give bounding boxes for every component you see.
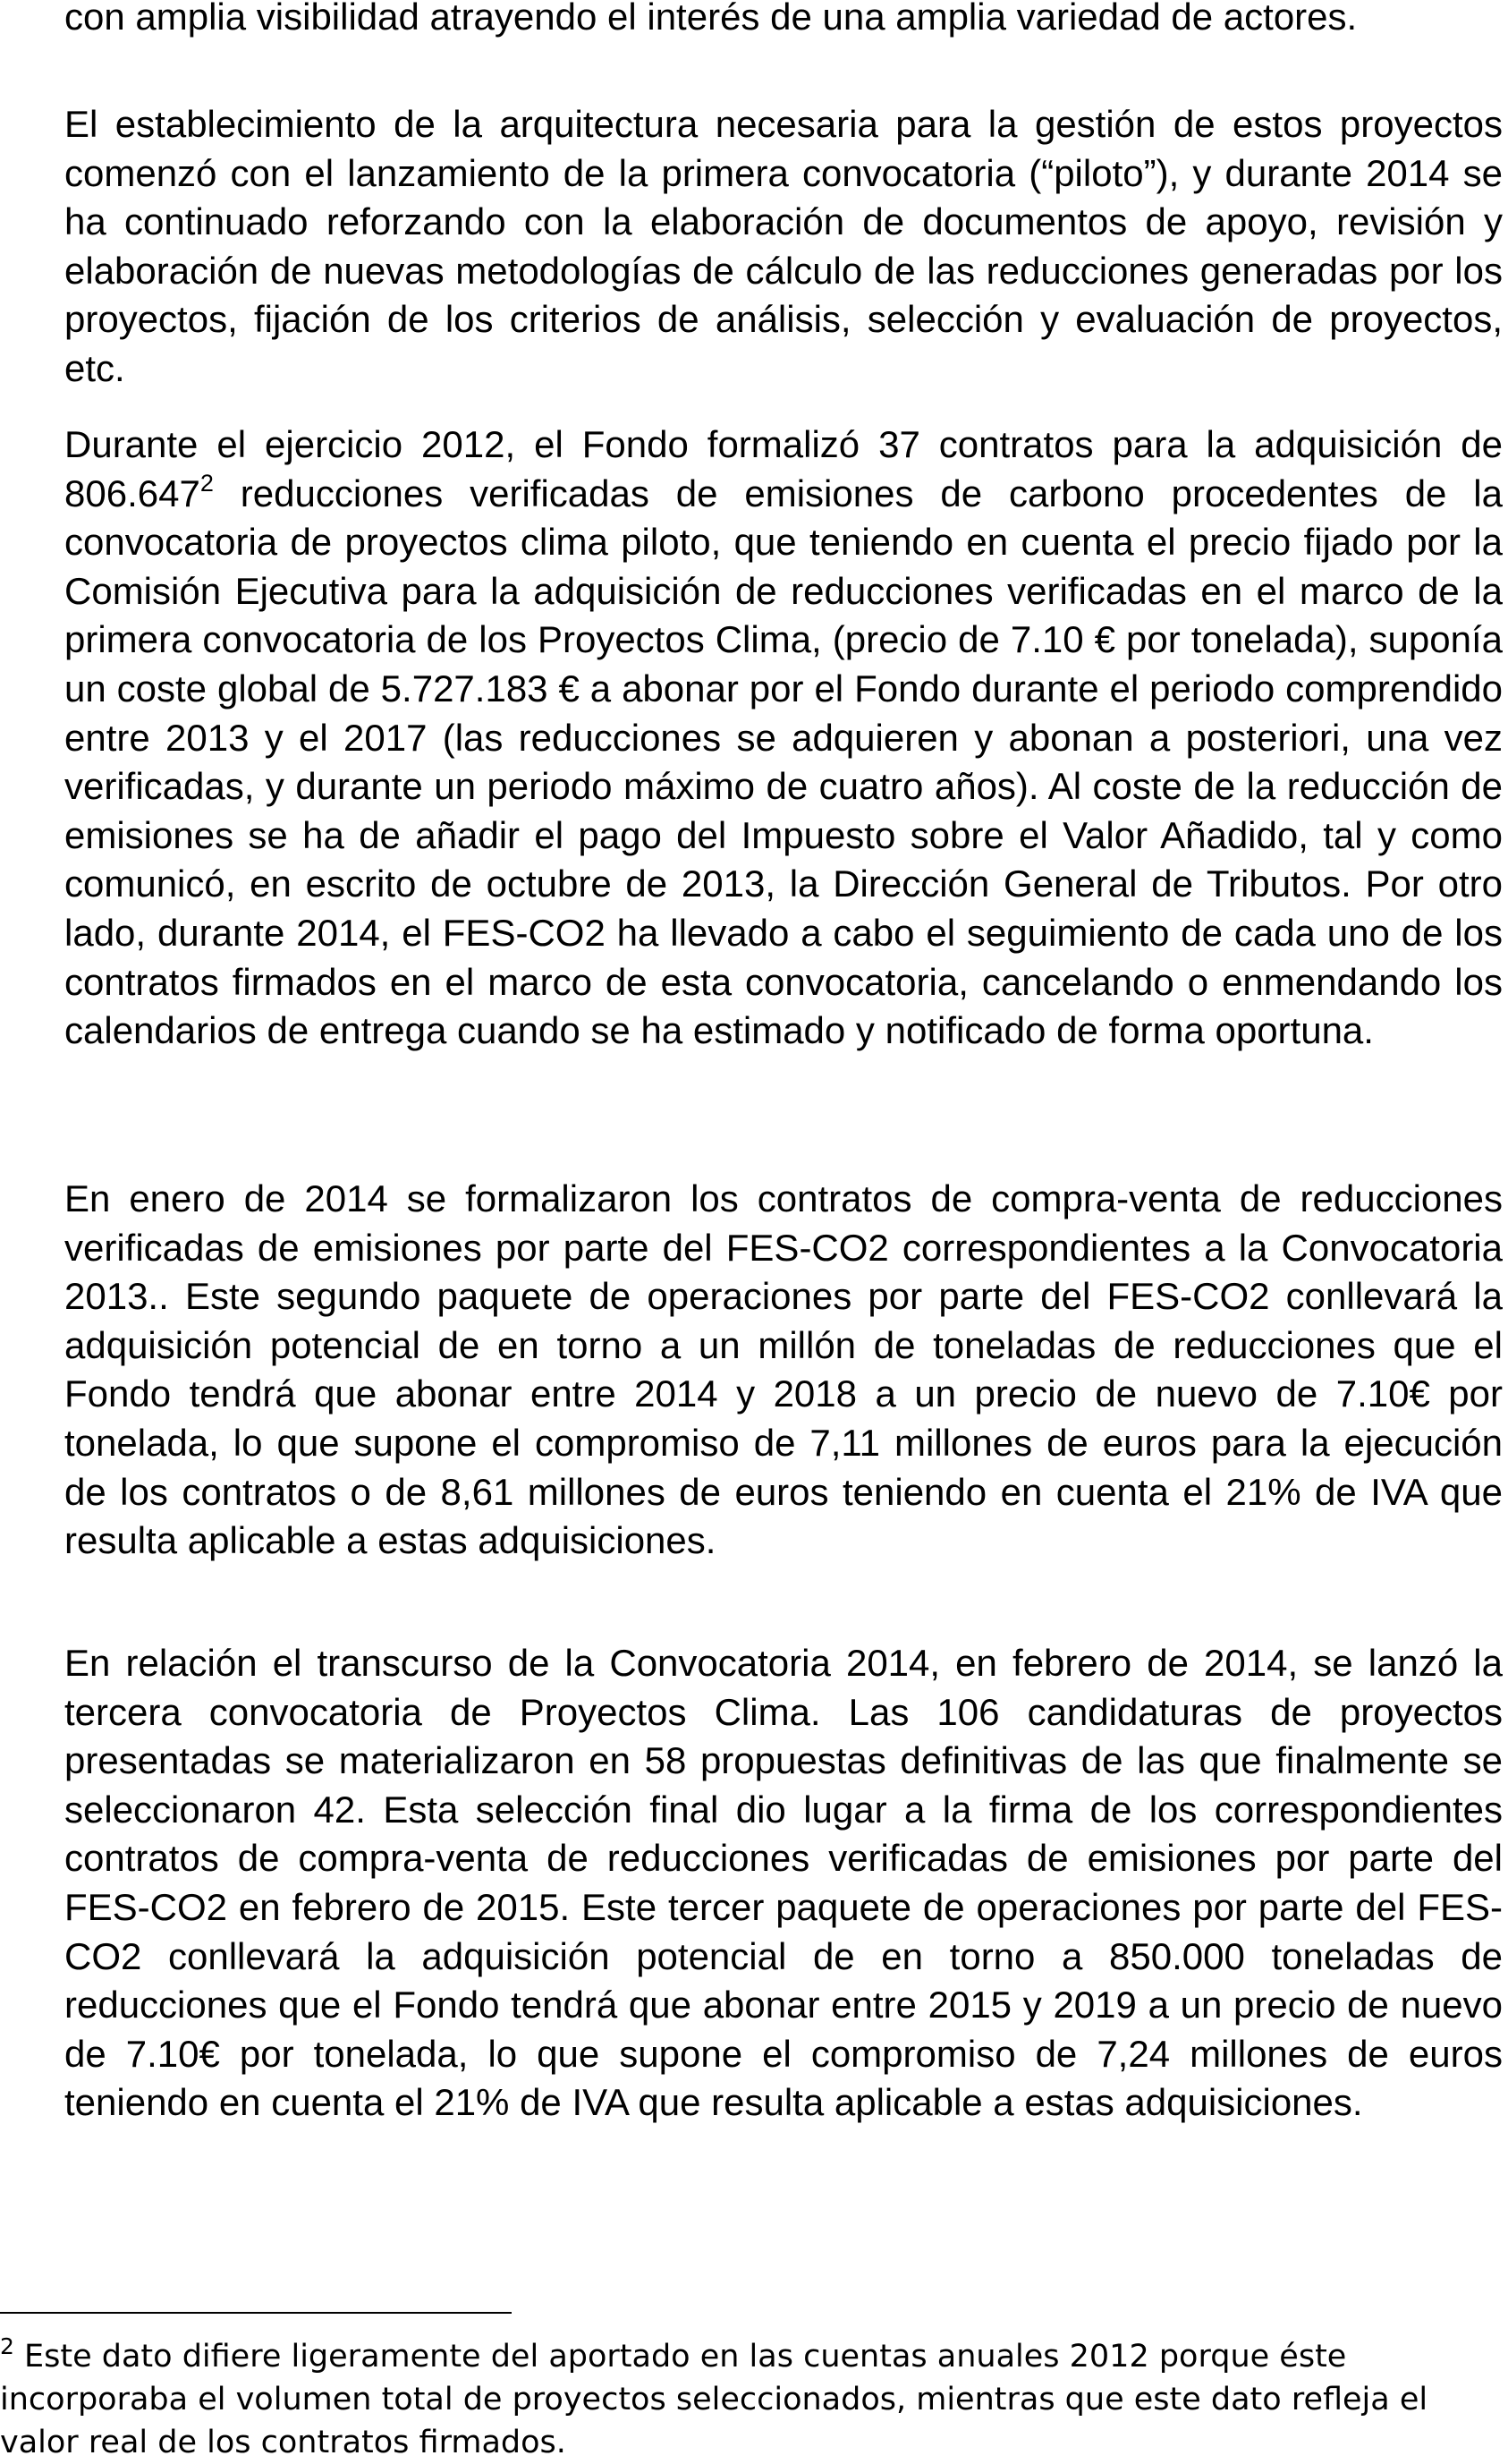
paragraph-1: con amplia visibilidad atrayendo el interés de una amplia variedad de actores. [64, 0, 1358, 38]
footnote-reference: 2 [199, 469, 214, 497]
footnote [0, 2335, 1467, 2464]
paragraph-3-start: Durante el ejercicio 2012, el Fondo formalizó 37 contratos para la adquisición de 806.647 [64, 423, 1503, 514]
footnote-separator [0, 2312, 512, 2314]
footnote-mark: 2 [0, 2333, 14, 2359]
paragraph-5: En relación el transcurso de la Convocatoria 2014, en febrero de 2014, se lanzó la tercera convocatoria de Proyectos Clima. Las 106 candidaturas de proyectos presentadas se materializaron en 58 propuestas definitivas de las que finalmente se seleccionaron 42. Esta selección final dio lugar a la firma de los correspondientes contratos de compra-venta de reducciones verificadas de emisiones por parte del FES-CO2 en febrero de 2015. Este tercer paquete de operaciones por parte del FES-CO2 conllevará la adquisición potencial de en torno a 850.000 toneladas de reducciones que el Fondo tendrá que abonar entre 2015 y 2019 a un precio de nuevo de 7.10€ por tonelada, lo que supone el compromiso de 7,24 millones de euros teniendo en cuenta el 21% de IVA que resulta aplicable a estas adquisiciones. [64, 1642, 1503, 2124]
footnote-text: Este dato difiere ligeramente del aportado en las cuentas anuales 2012 porque éste incorporaba el volumen total de proyectos seleccionados, mientras que este dato refleja el valor real de los contratos firmados. [0, 2339, 1428, 2460]
paragraph-3-rest: reducciones verificadas de emisiones de carbono procedentes de la convocatoria de proyectos clima piloto, que teniendo en cuenta el precio fijado por la Comisión Ejecutiva para la adquisición de reducciones verificadas en el marco de la primera convocatoria de los Proyectos Clima, (precio de 7.10 € por tonelada), suponía un coste global de 5.727.183 € a abonar por el Fondo durante el periodo comprendido entre 2013 y el 2017 (las reducciones se adquieren y abonan a posteriori, una vez verificadas, y durante un periodo máximo de cuatro años). Al coste de la reducción de emisiones se ha de añadir el pago del Impuesto sobre el Valor Añadido, tal y como comunicó, en escrito de octubre de 2013, la Dirección General de Tributos. Por otro lado, durante 2014, el FES-CO2 ha llevado a cabo el seguimiento de cada uno de los contratos firmados en el marco de esta convocatoria, cancelando o enmendando los calendarios de entrega cuando se ha estimado y notificado de forma oportuna. [64, 472, 1503, 1052]
paragraph-3 [64, 421, 1503, 1056]
paragraph-4: En enero de 2014 se formalizaron los contratos de compra-venta de reducciones verificadas de emisiones por parte del FES-CO2 correspondientes a la Convocatoria 2013.. Este segundo paquete de operaciones por parte del FES-CO2 conllevará la adquisición potencial de en torno a un millón de toneladas de reducciones que el Fondo tendrá que abonar entre 2014 y 2018 a un precio de nuevo de 7.10€ por tonelada, lo que supone el compromiso de 7,11 millones de euros para la ejecución de los contratos o de 8,61 millones de euros teniendo en cuenta el 21% de IVA que resulta aplicable a estas adquisiciones. [64, 1177, 1503, 1562]
paragraph-2: El establecimiento de la arquitectura necesaria para la gestión de estos proyectos comenzó con el lanzamiento de la primera convocatoria (“piloto”), y durante 2014 se ha continuado reforzando con la elaboración de documentos de apoyo, revisión y elaboración de nuevas metodologías de cálculo de las reducciones generadas por los proyectos, fijación de los criterios de análisis, selección y evaluación de proyectos, etc. [64, 103, 1503, 389]
